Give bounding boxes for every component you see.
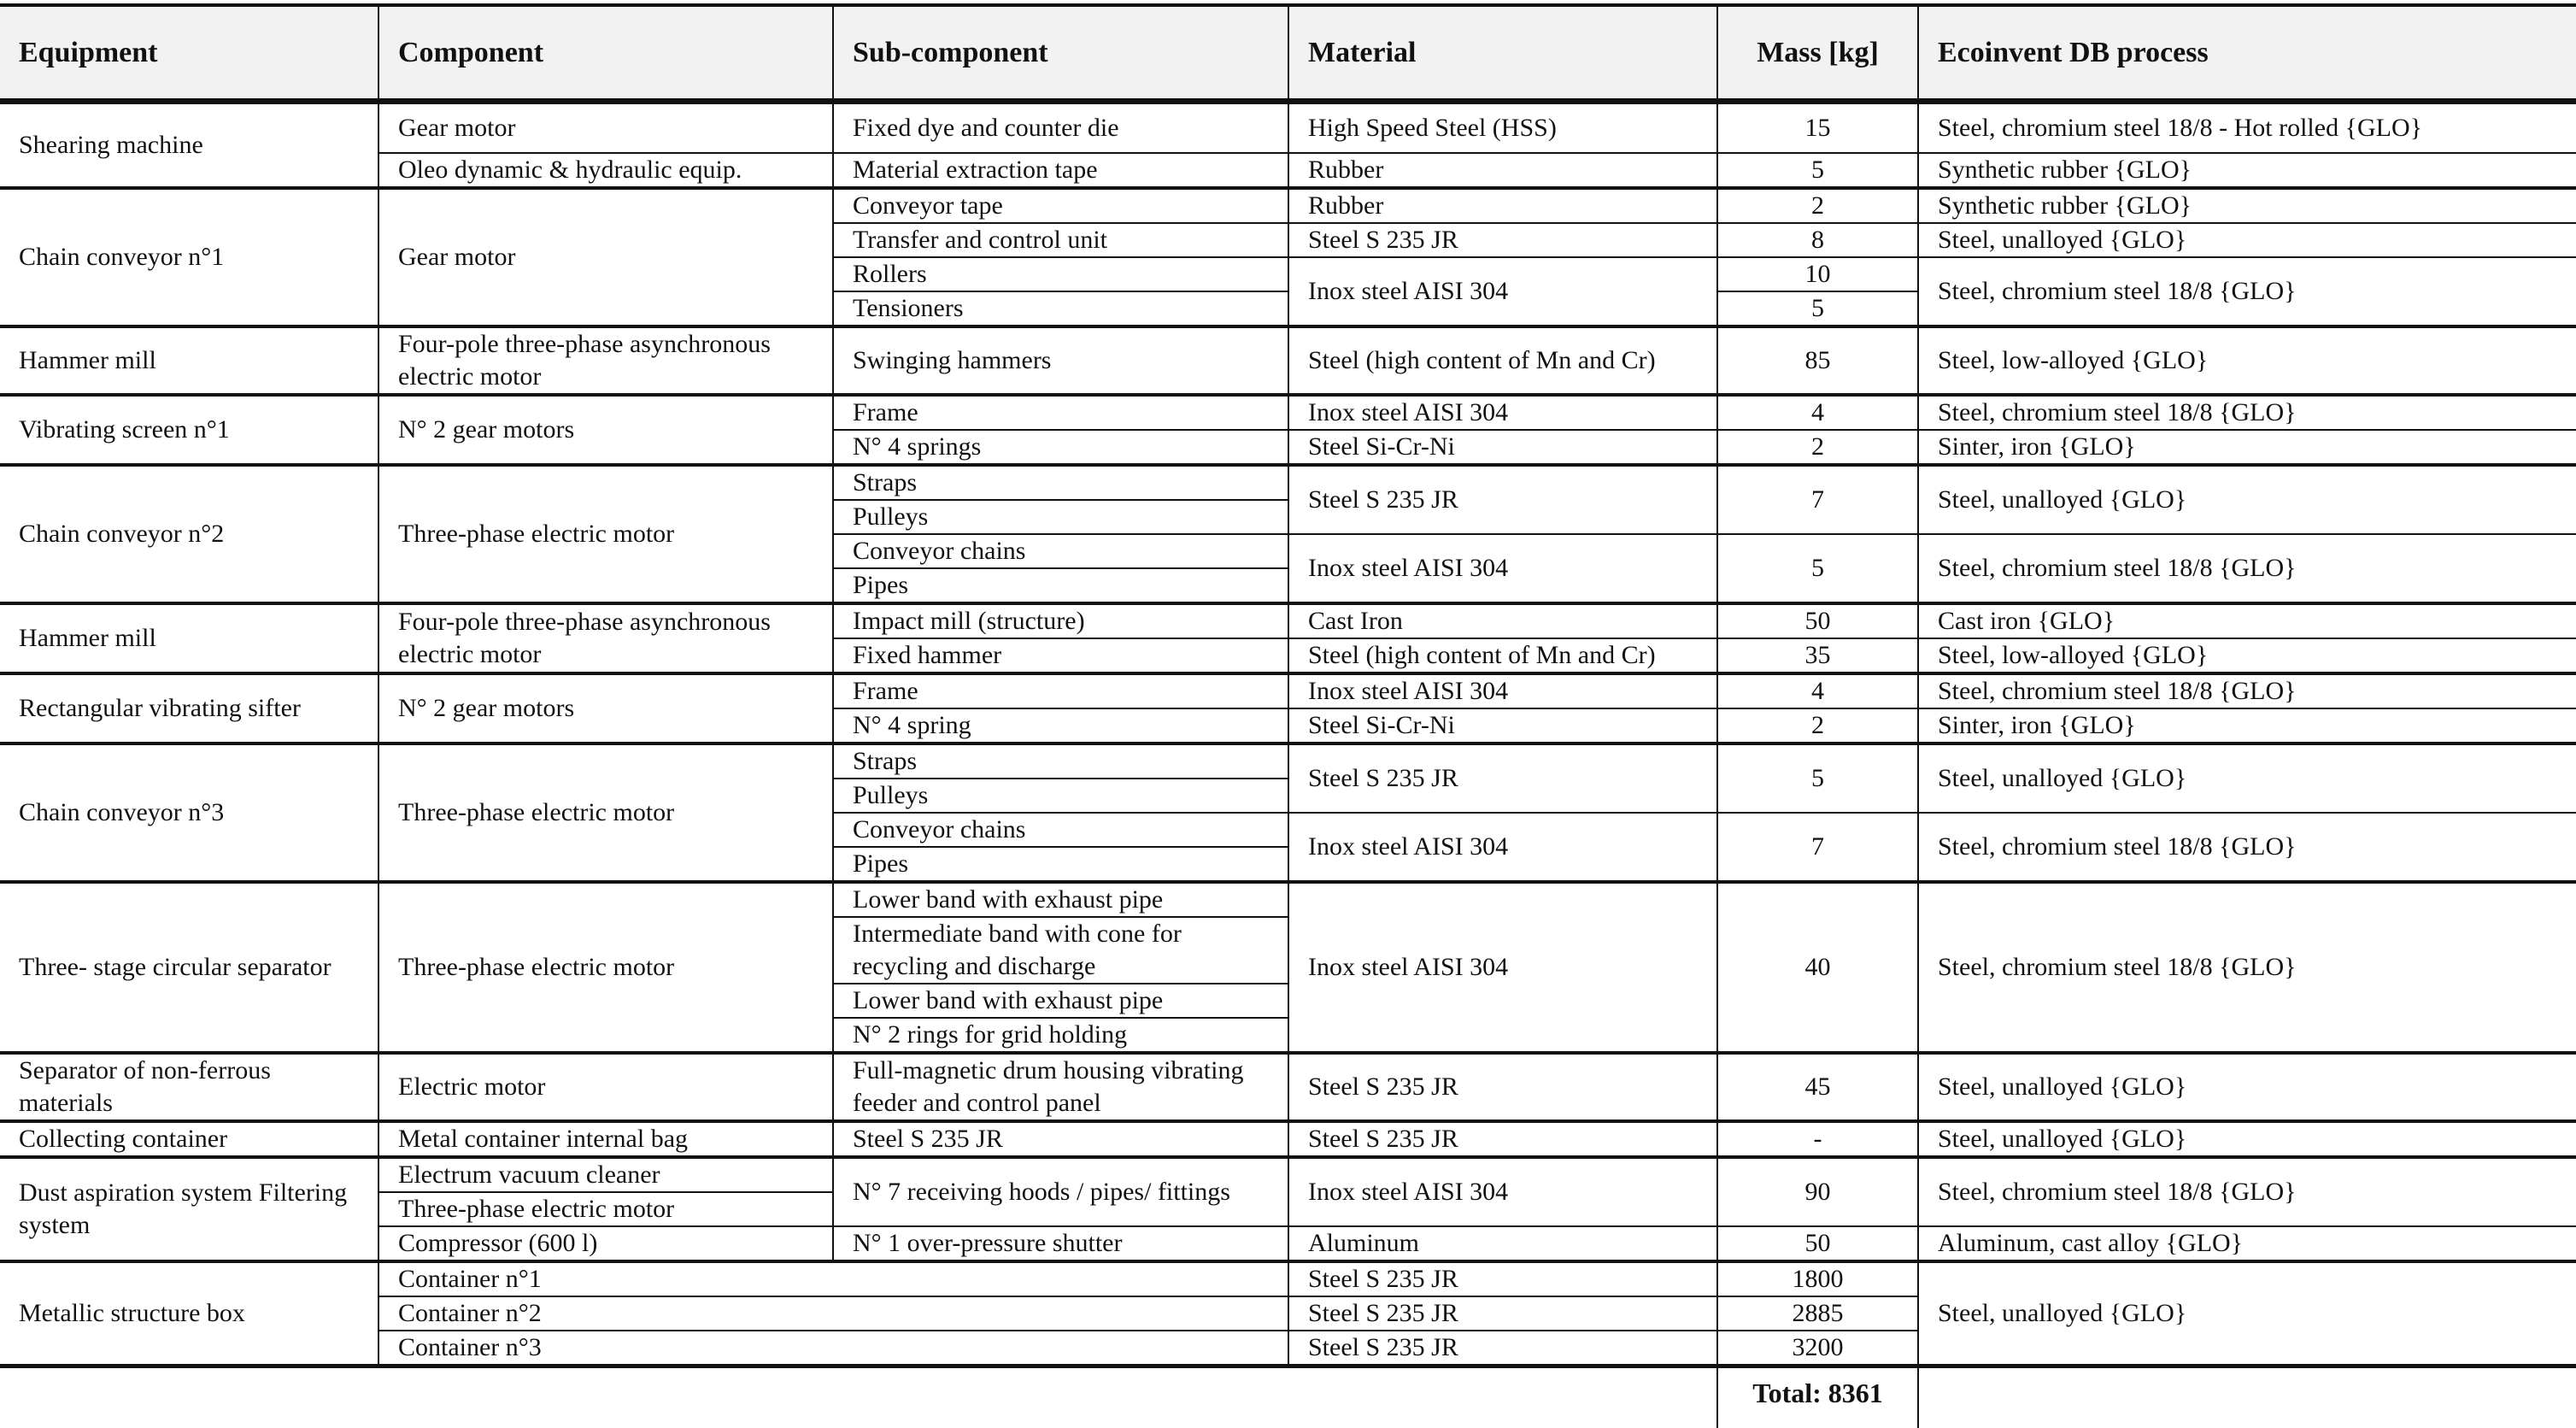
header-subcomponent: Sub-component [833,5,1288,102]
mass-cell: 4 [1717,395,1918,430]
material-cell: Rubber [1288,188,1717,223]
subcomponent-cell: Frame [833,673,1288,708]
subcomponent-cell: Pulleys [833,779,1288,813]
subcomponent-cell: Fixed hammer [833,638,1288,673]
component-cell: Electrum vacuum cleaner [378,1157,833,1192]
table-row [0,326,2576,395]
subcomponent-cell: Full-magnetic drum housing vibrating feeder and control panel [833,1053,1288,1121]
subcomponent-cell: Straps [833,743,1288,779]
equipment-cell: Chain conveyor n°1 [0,188,378,326]
process-cell: Synthetic rubber {GLO} [1918,153,2576,188]
subcomponent-cell: Pipes [833,568,1288,603]
subcomponent-cell: N° 4 springs [833,430,1288,465]
table-row [0,882,2576,917]
subcomponent-cell: Steel S 235 JR [833,1121,1288,1157]
subcomponent-cell: N° 1 over-pressure shutter [833,1226,1288,1261]
mass-cell: 2885 [1717,1296,1918,1331]
material-cell: Aluminum [1288,1226,1717,1261]
mass-cell: 7 [1717,465,1918,534]
process-cell: Steel, unalloyed {GLO} [1918,223,2576,257]
process-cell: Steel, chromium steel 18/8 {GLO} [1918,257,2576,326]
subcomponent-cell: Intermediate band with cone for recycling and discharge [833,917,1288,984]
equipment-cell: Chain conveyor n°3 [0,743,378,882]
subcomponent-cell: Swinging hammers [833,326,1288,395]
table-row [0,1121,2576,1157]
component-cell: Metal container internal bag [378,1121,833,1157]
mass-cell: 10 [1717,257,1918,291]
subcomponent-cell: Fixed dye and counter die [833,102,1288,154]
subcomponent-cell: Frame [833,395,1288,430]
total-row [0,1366,2576,1428]
equipment-cell: Rectangular vibrating sifter [0,673,378,743]
subcomponent-cell: N° 4 spring [833,708,1288,743]
subcomponent-cell: Conveyor chains [833,534,1288,568]
header-row [0,5,2576,102]
mass-cell: 5 [1717,534,1918,603]
mass-cell: 5 [1717,291,1918,326]
material-cell: Cast Iron [1288,603,1717,638]
mass-cell: 50 [1717,603,1918,638]
subcomponent-cell: N° 7 receiving hoods / pipes/ fittings [833,1157,1288,1226]
process-cell: Steel, unalloyed {GLO} [1918,1121,2576,1157]
process-cell: Synthetic rubber {GLO} [1918,188,2576,223]
material-cell: Steel (high content of Mn and Cr) [1288,326,1717,395]
process-cell: Steel, chromium steel 18/8 {GLO} [1918,882,2576,1053]
total-spacer [0,1366,1717,1428]
material-cell: Steel (high content of Mn and Cr) [1288,638,1717,673]
process-cell: Steel, chromium steel 18/8 {GLO} [1918,534,2576,603]
header-equipment: Equipment [0,5,378,102]
component-cell: Three-phase electric motor [378,465,833,603]
header-material: Material [1288,5,1717,102]
material-cell: Inox steel AISI 304 [1288,673,1717,708]
material-cell: Steel S 235 JR [1288,743,1717,813]
mass-cell: 15 [1717,102,1918,154]
component-cell: N° 2 gear motors [378,673,833,743]
material-cell: Steel S 235 JR [1288,1053,1717,1121]
material-cell: Inox steel AISI 304 [1288,882,1717,1053]
process-cell: Aluminum, cast alloy {GLO} [1918,1226,2576,1261]
material-cell: Steel S 235 JR [1288,1121,1717,1157]
process-cell: Sinter, iron {GLO} [1918,430,2576,465]
process-cell: Steel, unalloyed {GLO} [1918,1261,2576,1366]
process-cell: Steel, low-alloyed {GLO} [1918,326,2576,395]
process-cell: Steel, low-alloyed {GLO} [1918,638,2576,673]
mass-cell: 35 [1717,638,1918,673]
process-cell: Steel, chromium steel 18/8 {GLO} [1918,395,2576,430]
material-cell: Inox steel AISI 304 [1288,395,1717,430]
process-cell: Steel, chromium steel 18/8 {GLO} [1918,813,2576,882]
process-cell: Steel, chromium steel 18/8 - Hot rolled {GLO} [1918,102,2576,154]
table-row [0,673,2576,708]
subcomponent-cell: Straps [833,465,1288,500]
material-cell: Inox steel AISI 304 [1288,534,1717,603]
subcomponent-cell: Tensioners [833,291,1288,326]
header-component: Component [378,5,833,102]
mass-cell: 85 [1717,326,1918,395]
subcomponent-cell: Pulleys [833,500,1288,534]
header-process: Ecoinvent DB process [1918,5,2576,102]
equipment-cell: Dust aspiration system Filtering system [0,1157,378,1261]
equipment-cell: Hammer mill [0,326,378,395]
total-spacer-right [1918,1366,2576,1428]
component-cell: Three-phase electric motor [378,882,833,1053]
component-cell: Electric motor [378,1053,833,1121]
material-cell: Inox steel AISI 304 [1288,257,1717,326]
process-cell: Cast iron {GLO} [1918,603,2576,638]
equipment-cell: Chain conveyor n°2 [0,465,378,603]
subcomponent-cell: Rollers [833,257,1288,291]
component-cell: Gear motor [378,188,833,326]
material-cell: Steel S 235 JR [1288,465,1717,534]
equipment-cell: Metallic structure box [0,1261,378,1366]
component-cell: Compressor (600 l) [378,1226,833,1261]
process-cell: Steel, unalloyed {GLO} [1918,465,2576,534]
equipment-cell: Three- stage circular separator [0,882,378,1053]
total-mass-cell: Total: 8361 [1717,1366,1918,1428]
mass-cell: 1800 [1717,1261,1918,1296]
table-row [0,153,2576,188]
material-cell: Steel S 235 JR [1288,1296,1717,1331]
subcomponent-cell: Conveyor tape [833,188,1288,223]
component-cell: Container n°3 [378,1331,1288,1366]
mass-cell: 5 [1717,153,1918,188]
mass-cell: 50 [1717,1226,1918,1261]
mass-cell: 40 [1717,882,1918,1053]
table-row [0,603,2576,638]
process-cell: Sinter, iron {GLO} [1918,708,2576,743]
table-row [0,102,2576,154]
subcomponent-cell: Transfer and control unit [833,223,1288,257]
mass-cell: 3200 [1717,1331,1918,1366]
component-cell: Oleo dynamic & hydraulic equip. [378,153,833,188]
subcomponent-cell: Impact mill (structure) [833,603,1288,638]
material-cell: Steel S 235 JR [1288,1261,1717,1296]
component-cell: Four-pole three-phase asynchronous electric motor [378,603,833,673]
subcomponent-cell: Pipes [833,847,1288,882]
equipment-cell: Shearing machine [0,102,378,189]
table-row [0,1226,2576,1261]
mass-cell: 2 [1717,708,1918,743]
process-cell: Steel, unalloyed {GLO} [1918,743,2576,813]
table-row [0,1157,2576,1192]
subcomponent-cell: Material extraction tape [833,153,1288,188]
table-row [0,395,2576,430]
table-row [0,465,2576,500]
equipment-inventory-table [0,3,2576,1428]
equipment-cell: Vibrating screen n°1 [0,395,378,465]
header-mass: Mass [kg] [1717,5,1918,102]
material-cell: Rubber [1288,153,1717,188]
table-row [0,1053,2576,1121]
subcomponent-cell: N° 2 rings for grid holding [833,1018,1288,1053]
component-cell: Gear motor [378,102,833,154]
material-cell: Steel Si-Cr-Ni [1288,430,1717,465]
mass-cell: 45 [1717,1053,1918,1121]
mass-cell: 2 [1717,430,1918,465]
material-cell: Inox steel AISI 304 [1288,813,1717,882]
process-cell: Steel, unalloyed {GLO} [1918,1053,2576,1121]
material-cell: Steel S 235 JR [1288,223,1717,257]
process-cell: Steel, chromium steel 18/8 {GLO} [1918,1157,2576,1226]
component-cell: Container n°1 [378,1261,1288,1296]
mass-cell: 90 [1717,1157,1918,1226]
component-cell: Container n°2 [378,1296,1288,1331]
component-cell: Three-phase electric motor [378,743,833,882]
equipment-cell: Collecting container [0,1121,378,1157]
component-cell: Four-pole three-phase asynchronous electric motor [378,326,833,395]
mass-cell: 8 [1717,223,1918,257]
mass-cell: 7 [1717,813,1918,882]
mass-cell: 4 [1717,673,1918,708]
subcomponent-cell: Lower band with exhaust pipe [833,984,1288,1018]
equipment-cell: Hammer mill [0,603,378,673]
material-cell: Inox steel AISI 304 [1288,1157,1717,1226]
material-cell: Steel Si-Cr-Ni [1288,708,1717,743]
component-cell: N° 2 gear motors [378,395,833,465]
mass-cell: 5 [1717,743,1918,813]
material-cell: Steel S 235 JR [1288,1331,1717,1366]
material-cell: High Speed Steel (HSS) [1288,102,1717,154]
mass-cell: 2 [1717,188,1918,223]
process-cell: Steel, chromium steel 18/8 {GLO} [1918,673,2576,708]
subcomponent-cell: Lower band with exhaust pipe [833,882,1288,917]
table-row [0,1261,2576,1296]
mass-cell: - [1717,1121,1918,1157]
component-cell: Three-phase electric motor [378,1192,833,1226]
subcomponent-cell: Conveyor chains [833,813,1288,847]
table-row [0,188,2576,223]
table-row [0,743,2576,779]
equipment-cell: Separator of non-ferrous materials [0,1053,378,1121]
